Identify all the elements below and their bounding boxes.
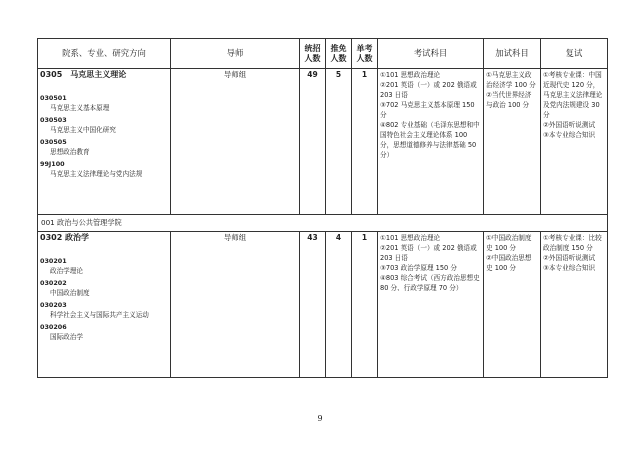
exempt-count: 5 bbox=[326, 69, 352, 215]
exam-item: ④803 综合考试（西方政治思想史 80 分、行政学原理 70 分） bbox=[380, 274, 480, 292]
direction-name: 科学社会主义与国际共产主义运动 bbox=[50, 311, 149, 319]
extra-item: ①马克思主义政治经济学 100 分 bbox=[486, 71, 536, 89]
direction-name: 国际政治学 bbox=[50, 333, 83, 341]
retest-subjects bbox=[541, 232, 608, 378]
table-row bbox=[38, 69, 608, 215]
exam-item: ②201 英语（一）或 202 俄语或 203 日语 bbox=[380, 81, 477, 99]
header-exempt: 推免 人数 bbox=[326, 39, 352, 69]
retest-item: ③本专业综合知识 bbox=[543, 264, 596, 272]
college-row bbox=[38, 215, 608, 232]
retest-subjects bbox=[541, 69, 608, 215]
tutor-cell: 导师组 bbox=[171, 69, 300, 215]
direction-code: 030503 bbox=[40, 116, 67, 124]
major-title: 0302 政治学 bbox=[40, 233, 90, 242]
single-count: 1 bbox=[352, 69, 378, 215]
enroll-count: 43 bbox=[300, 232, 326, 378]
direction-code: 030201 bbox=[40, 257, 67, 265]
page-number: 9 bbox=[317, 414, 323, 423]
direction-code: 030203 bbox=[40, 301, 67, 309]
header-exam: 考试科目 bbox=[378, 39, 484, 69]
exam-item: ④802 专业基础（毛泽东思想和中国特色社会主义理论体系 100 分，思想道德修养与法律基础 50 分） bbox=[380, 121, 480, 159]
single-count: 1 bbox=[352, 232, 378, 378]
direction-name: 马克思主义中国化研究 bbox=[50, 126, 116, 134]
exam-subjects bbox=[378, 69, 484, 215]
exam-item: ②201 英语（一）或 202 俄语或 203 日语 bbox=[380, 244, 477, 262]
extra-item: ①中国政治制度史 100 分 bbox=[486, 234, 532, 252]
header-enroll: 统招 人数 bbox=[300, 39, 326, 69]
exam-item: ①101 思想政治理论 bbox=[380, 234, 441, 242]
retest-item: ①考核专业课：比较政治制度 150 分 bbox=[543, 234, 602, 252]
extra-subjects bbox=[484, 69, 541, 215]
direction-code: 030505 bbox=[40, 138, 67, 146]
header-single: 单考 人数 bbox=[352, 39, 378, 69]
header-program: 院系、专业、研究方向 bbox=[38, 39, 171, 69]
direction-name: 中国政治制度 bbox=[50, 289, 90, 297]
exam-item: ①101 思想政治理论 bbox=[380, 71, 441, 79]
retest-item: ②外国语听说测试 bbox=[543, 121, 596, 129]
direction-name: 马克思主义基本原理 bbox=[50, 104, 110, 112]
admissions-table bbox=[37, 38, 608, 378]
program-cell bbox=[38, 232, 171, 378]
direction-name: 思想政治教育 bbox=[50, 148, 90, 156]
extra-item: ②中国政治思想史 100 分 bbox=[486, 254, 532, 272]
exam-subjects bbox=[378, 232, 484, 378]
exam-item: ③702 马克思主义基本原理 150 分 bbox=[380, 101, 475, 119]
retest-item: ①考核专业课：中国近现代史 120 分，马克思主义法律理论及党内法规建设 30 分 bbox=[543, 71, 603, 119]
direction-code: 030206 bbox=[40, 323, 67, 331]
extra-item: ②当代世界经济与政治 100 分 bbox=[486, 91, 532, 109]
header-extra: 加试科目 bbox=[484, 39, 541, 69]
retest-item: ③本专业综合知识 bbox=[543, 131, 596, 139]
header-retest: 复试 bbox=[541, 39, 608, 69]
major-title: 0305 马克思主义理论 bbox=[40, 70, 127, 79]
retest-item: ②外国语听说测试 bbox=[543, 254, 596, 262]
college-name: 001 政治与公共管理学院 bbox=[38, 215, 608, 232]
header-tutor: 导师 bbox=[171, 39, 300, 69]
exam-item: ③703 政治学原理 150 分 bbox=[380, 264, 457, 272]
direction-name: 马克思主义法律理论与党内法规 bbox=[50, 170, 143, 178]
tutor-cell: 导师组 bbox=[171, 232, 300, 378]
exempt-count: 4 bbox=[326, 232, 352, 378]
program-cell bbox=[38, 69, 171, 215]
direction-code: 030501 bbox=[40, 94, 67, 102]
direction-name: 政治学理论 bbox=[50, 267, 83, 275]
direction-code: 99J100 bbox=[40, 160, 65, 168]
extra-subjects bbox=[484, 232, 541, 378]
direction-code: 030202 bbox=[40, 279, 67, 287]
enroll-count: 49 bbox=[300, 69, 326, 215]
table-row bbox=[38, 232, 608, 378]
